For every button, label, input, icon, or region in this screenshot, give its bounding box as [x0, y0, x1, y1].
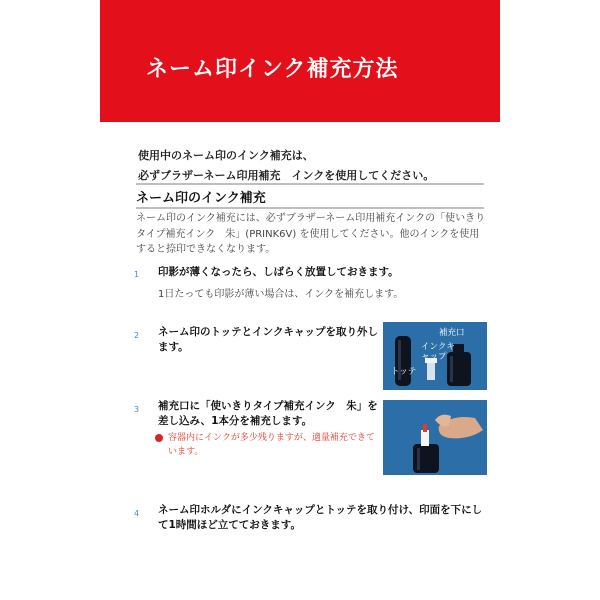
inkcap-removal-photo — [383, 322, 487, 390]
refill-hand-illustration — [383, 400, 487, 475]
label-refill-port: 補充口 — [439, 328, 465, 338]
step-3-note — [168, 432, 378, 459]
step-1-title: 印影が薄くなったら、しばらく放置しておきます。 — [158, 266, 399, 278]
step-3-number: 3 — [134, 405, 140, 414]
step-2-number: 2 — [134, 331, 140, 340]
label-totte: トッテ — [391, 367, 417, 377]
step-1-subtext: 1日たっても印影が薄い場合は、インクを補充します。 — [158, 289, 404, 300]
bullet-icon — [155, 434, 163, 442]
page-title: ネーム印インク補充方法 — [146, 57, 399, 82]
step-2-title: ネーム印のトッテとインクキャップを取り外します。 — [158, 326, 378, 353]
step-3-note-text: 容器内にインクが多少残りますが、適量補充できています。 — [168, 433, 375, 457]
section-title: ネーム印のインク補充 — [136, 191, 266, 206]
step-3-title: 補充口に「使いきりタイプ補充インク 朱」を差し込み、1本分を補充します。 — [158, 400, 378, 427]
step-4-number: 4 — [134, 509, 140, 518]
step-4-title: ネーム印ホルダにインクキャップとトッテを取り付け、印面を下にして1時間ほど立てておきます。 — [158, 504, 483, 531]
intro-line-1: 使用中のネーム印のインク補充は、 — [138, 149, 314, 162]
intro-line-2: 必ずブラザーネーム印用補充 インクを使用してください。 — [138, 169, 435, 182]
intro-text — [138, 146, 434, 186]
section-divider-top — [136, 183, 484, 185]
document-page — [100, 0, 500, 600]
section-body: ネーム印のインク補充には、必ずブラザーネーム印用補充インクの「使いきりタイプ補充インク 朱」(PRINK6V) を使用してください。他のインクを使用すると捺印できなくなります。 — [136, 213, 486, 255]
section-divider-bottom — [136, 207, 484, 209]
label-ink-cap: インクキャップ — [421, 342, 455, 362]
header-banner — [100, 0, 500, 122]
step-1-number: 1 — [134, 270, 140, 279]
ink-refill-photo — [383, 400, 487, 475]
